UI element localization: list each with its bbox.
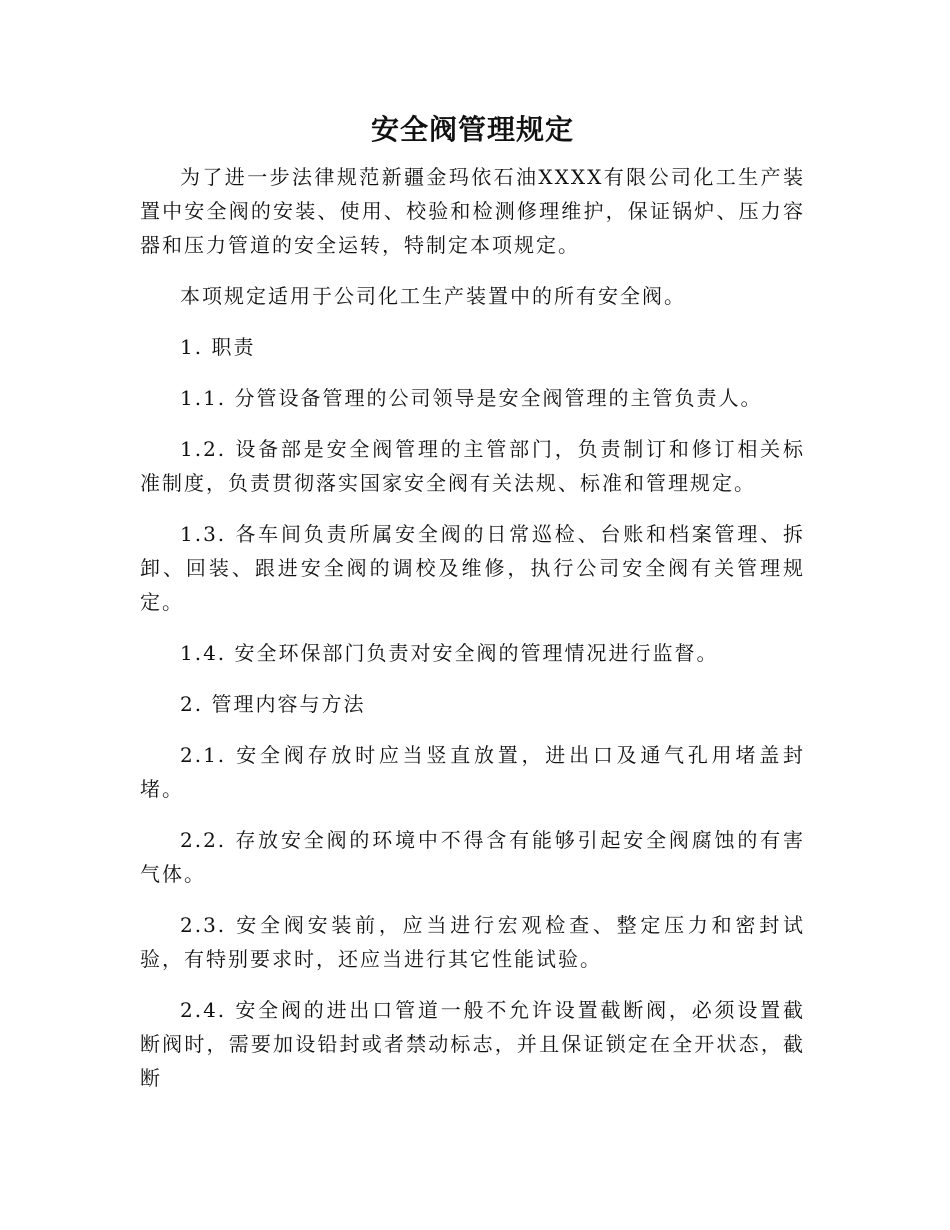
clause-2-2: 2.2. 存放安全阀的环境中不得含有能够引起安全阀腐蚀的有害气体。 (140, 828, 805, 886)
clause-2-3: 2.3. 安全阀安装前，应当进行宏观检查、整定压力和密封试验，有特别要求时，还应当进行其它性能试验。 (140, 913, 805, 971)
clause-2-4: 2.4. 安全阀的进出口管道一般不允许设置截断阀，必须设置截断阀时，需要加设铅封或者禁动标志，并且保证锁定在全开状态，截断 (140, 998, 805, 1090)
intro-paragraph: 为了进一步法律规范新疆金玛依石油XXXX有限公司化工生产装置中安全阀的安装、使用、校验和检测修理维护，保证锅炉、压力容器和压力管道的安全运转，特制定本项规定。 (140, 165, 805, 257)
clause-1-3: 1.3. 各车间负责所属安全阀的日常巡检、台账和档案管理、拆卸、回装、跟进安全阀的调校及维修，执行公司安全阀有关管理规定。 (140, 522, 805, 614)
section-heading-responsibilities: 1. 职责 (180, 335, 256, 359)
clause-1-4: 1.4. 安全环保部门负责对安全阀的管理情况进行监督。 (180, 641, 719, 665)
clause-1-1: 1.1. 分管设备管理的公司领导是安全阀管理的主管负责人。 (180, 386, 763, 410)
clause-2-1: 2.1. 安全阀存放时应当竖直放置，进出口及通气孔用堵盖封堵。 (140, 743, 805, 801)
document-title: 安全阀管理规定 (370, 113, 574, 146)
scope-paragraph: 本项规定适用于公司化工生产装置中的所有安全阀。 (180, 284, 686, 308)
section-heading-management: 2. 管理内容与方法 (180, 692, 366, 716)
clause-1-2: 1.2. 设备部是安全阀管理的主管部门，负责制订和修订相关标准制度，负责贯彻落实国家安全阀有关法规、标准和管理规定。 (140, 437, 805, 495)
